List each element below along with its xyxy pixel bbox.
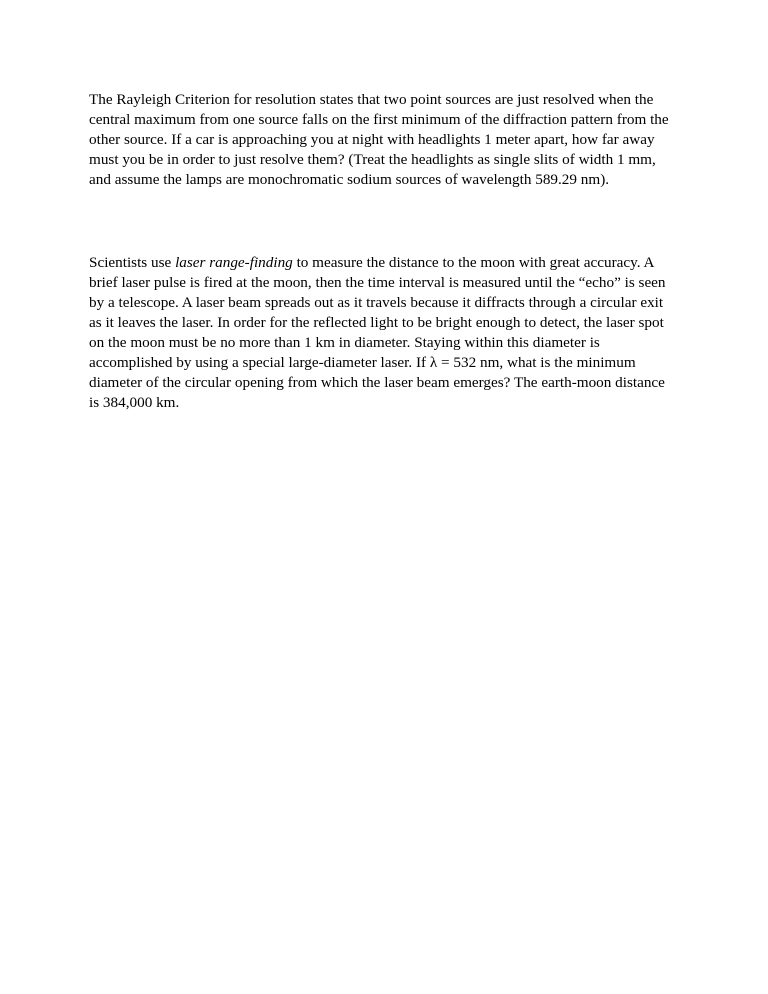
problem-text-line: brief laser pulse is fired at the moon, then the time interval is measured until the “echo” is seen bbox=[89, 274, 666, 291]
rayleigh-criterion-problem bbox=[89, 90, 681, 190]
emphasized-term: laser range-finding bbox=[175, 254, 293, 271]
problem-text-line: as it leaves the laser. In order for the reflected light to be bright enough to detect, the laser spot bbox=[89, 314, 664, 331]
problem-text-line: and assume the lamps are monochromatic sodium sources of wavelength 589.29 nm). bbox=[89, 171, 610, 188]
line-suffix: to measure the distance to the moon with great accuracy. A bbox=[292, 254, 655, 271]
problem-text-line: must you be in order to just resolve them? (Treat the headlights as single slits of width 1 mm, bbox=[89, 151, 656, 168]
problem-text-line bbox=[89, 253, 681, 273]
problem-text-line: on the moon must be no more than 1 km in diameter. Staying within this diameter is bbox=[89, 334, 600, 351]
problem-text-line: accomplished by using a special large-diameter laser. If λ = 532 nm, what is the minimum bbox=[89, 354, 636, 371]
problem-text-line: is 384,000 km. bbox=[89, 394, 180, 411]
problem-text-line: by a telescope. A laser beam spreads out as it travels because it diffracts through a circular exit bbox=[89, 294, 664, 311]
laser-range-finding-problem bbox=[89, 253, 681, 413]
line-prefix: Scientists use bbox=[89, 254, 176, 271]
problem-text-line: other source. If a car is approaching you at night with headlights 1 meter apart, how far away bbox=[89, 131, 655, 148]
problem-text-line: The Rayleigh Criterion for resolution states that two point sources are just resolved when the bbox=[89, 91, 654, 108]
problem-text-line: central maximum from one source falls on the first minimum of the diffraction pattern from the bbox=[89, 111, 669, 128]
problem-text-line: diameter of the circular opening from which the laser beam emerges? The earth-moon distance bbox=[89, 374, 665, 391]
